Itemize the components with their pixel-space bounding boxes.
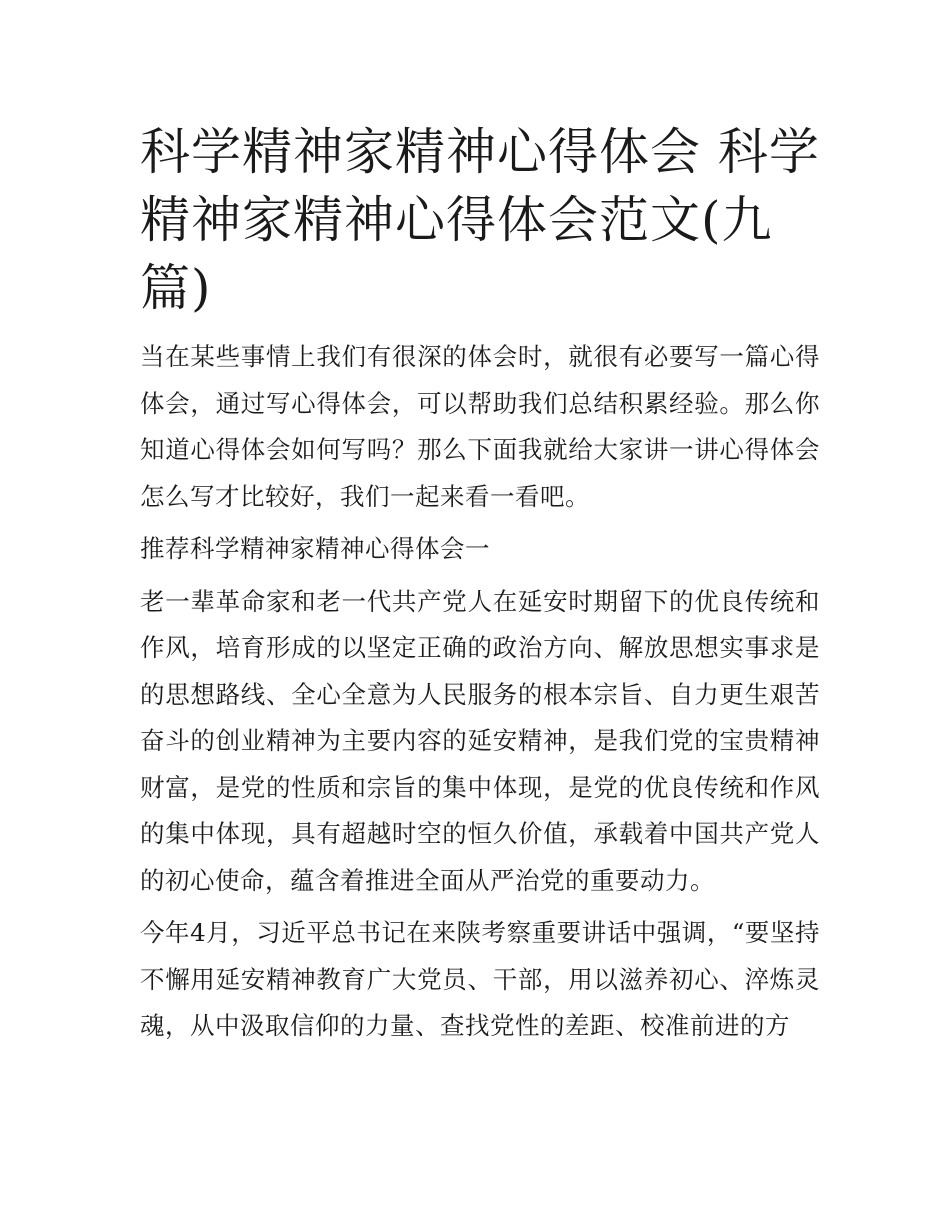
- section-heading: 推荐科学精神家精神心得体会一: [140, 534, 490, 563]
- document-content: [140, 118, 820, 1056]
- document-title: 科学精神家精神心得体会 科学精神家精神心得体会范文(九篇): [140, 123, 820, 317]
- body-paragraph-2: 今年4月，习近平总书记在来陕考察重要讲话中强调，“要坚持不懈用延安精神教育广大党员、干部，用以滋养初心、淬炼灵魂，从中汲取信仰的力量、查找党性的差距、校准前进的方: [140, 918, 820, 1040]
- body-paragraph-1: 老一辈革命家和老一代共产党人在延安时期留下的优良传统和作风，培育形成的以坚定正确的政治方向、解放思想实事求是的思想路线、全心全意为人民服务的根本宗旨、自力更生艰苦奋斗的创业精神为主要内容的延安精神，是我们党的宝贵精神财富，是党的性质和宗旨的集中体现，是党的优良传统和作风的集中体现，具有超越时空的恒久价值，承载着中国共产党人的初心使命，蕴含着推进全面从严治党的重要动力。: [140, 586, 820, 895]
- intro-paragraph: 当在某些事情上我们有很深的体会时，就很有必要写一篇心得体会，通过写心得体会，可以帮助我们总结积累经验。那么你知道心得体会如何写吗？那么下面我就给大家讲一讲心得体会怎么写才比较好，我们一起来看一看吧。: [140, 342, 820, 511]
